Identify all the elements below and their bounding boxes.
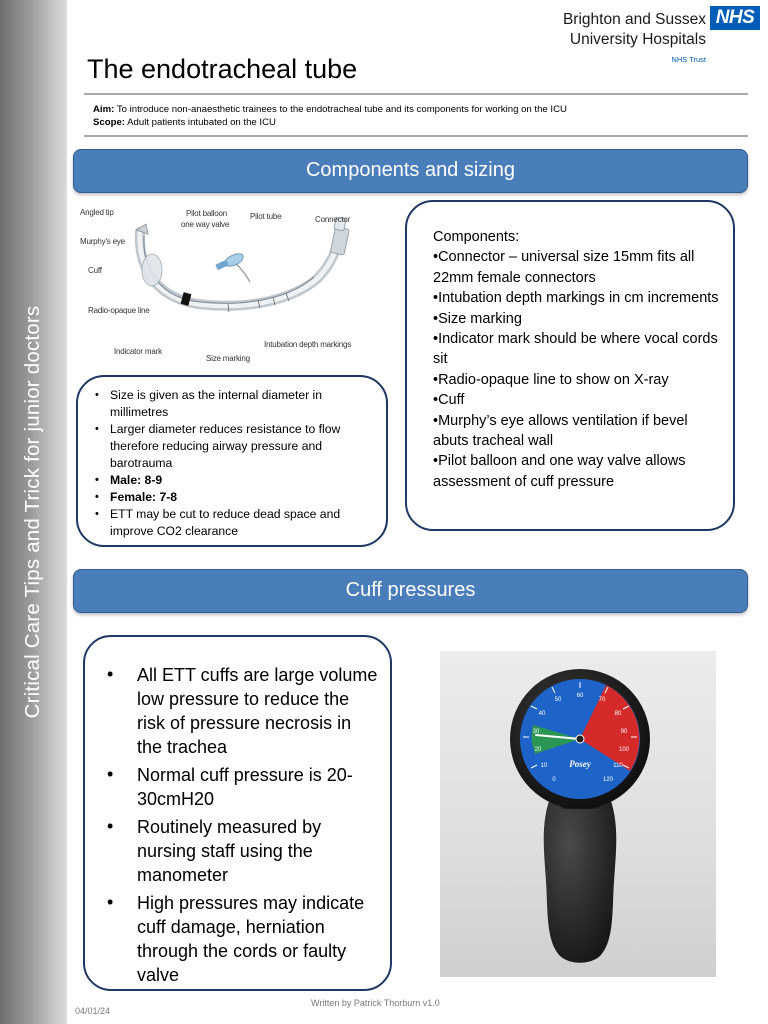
label-cuff: Cuff	[88, 266, 102, 275]
sizing-box	[76, 375, 388, 547]
dial-number-10: 10	[540, 763, 548, 769]
cuff-item: • High pressures may indicate cuff damage, herniation through the cords or faulty valve	[99, 891, 380, 987]
sizing-list	[88, 387, 374, 540]
label-size-marking: Size marking	[206, 354, 250, 363]
label-intubation-depth: Intubation depth markings	[264, 340, 352, 349]
label-radio-opaque: Radio-opaque line	[88, 306, 150, 315]
manometer-photo	[440, 651, 716, 977]
organisation-name	[563, 10, 706, 50]
manometer-brand: Posey	[569, 759, 591, 769]
component-item: •Murphy’s eye allows ventilation if bevel abuts tracheal wall	[433, 412, 688, 450]
component-item: •Cuff	[433, 392, 465, 409]
org-line-1: Brighton and Sussex	[562, 11, 706, 28]
manometer-illustration	[440, 651, 716, 977]
dial-number-40: 40	[538, 711, 546, 717]
connector-shape	[330, 227, 349, 255]
dial-number-100: 100	[618, 747, 630, 753]
sidebar-band	[0, 0, 67, 1024]
label-murphys-eye: Murphy's eye	[80, 237, 125, 246]
label-indicator-mark: Indicator mark	[114, 347, 162, 356]
divider-bottom	[84, 135, 748, 137]
label-pilot-balloon-1: Pilot balloon	[186, 209, 227, 218]
sidebar-title: Critical Care Tips and Trick for junior doctors	[21, 305, 44, 719]
component-item: •Radio-opaque line to show on X-ray	[433, 371, 669, 388]
footer-date: 04/01/24	[75, 1006, 111, 1016]
dial-number-110: 110	[613, 763, 623, 769]
manometer-handle	[544, 793, 617, 963]
cuff-pressures-box	[83, 635, 392, 991]
aim-label: Aim:	[93, 104, 115, 115]
cuff-item: • All ETT cuffs are large volume low pressure to reduce the risk of pressure necrosis in the trachea	[99, 663, 380, 759]
sizing-item-female: • Female: 7-8	[88, 489, 374, 506]
aim-scope	[93, 103, 567, 129]
label-pilot-balloon-2: one way valve	[181, 220, 230, 229]
cuff-item: • Normal cuff pressure is 20-30cmH20	[99, 763, 380, 811]
sizing-item: • Larger diameter reduces resistance to flow therefore reducing airway pressure and barotrauma	[88, 421, 374, 472]
nhs-trust-label: NHS Trust	[671, 55, 706, 64]
dial-number-20: 20	[534, 747, 542, 753]
dial-number-60: 60	[576, 693, 584, 699]
component-item: •Pilot balloon and one way valve allows assessment of cuff pressure	[433, 453, 686, 490]
component-item: •Intubation depth markings in cm increments	[433, 290, 719, 307]
cuff-list	[99, 663, 380, 987]
dial-number-70: 70	[598, 697, 606, 703]
components-box	[405, 200, 735, 531]
dial-number-90: 90	[620, 729, 628, 735]
scope-label: Scope:	[93, 117, 125, 128]
section-banner-components: Components and sizing	[73, 149, 748, 193]
dial-number-30: 30	[532, 729, 540, 735]
dial-number-50: 50	[554, 697, 562, 703]
ett-diagram	[78, 200, 368, 368]
label-connector: Connector	[315, 215, 351, 224]
sizing-item-male: • Male: 8-9	[88, 472, 374, 489]
label-angled-tip: Angled tip	[80, 208, 114, 217]
divider-top	[84, 93, 748, 95]
footer-author: Written by Patrick Thorburn v1.0	[311, 998, 440, 1008]
org-line-2: University Hospitals	[569, 31, 706, 48]
page-title: The endotracheal tube	[87, 54, 358, 84]
dial-number-80: 80	[614, 711, 622, 717]
dial-hub	[576, 735, 584, 743]
one-way-valve	[215, 260, 228, 271]
aim-text: To introduce non-anaesthetic trainees to the endotracheal tube and its components for working on the ICU	[114, 104, 567, 115]
sizing-item: • Size is given as the internal diameter in millimetres	[88, 387, 374, 421]
section-banner-cuff: Cuff pressures	[73, 569, 748, 613]
dial-number-0: 0	[552, 777, 556, 783]
dial-number-120: 120	[602, 777, 614, 783]
component-item: •Connector – universal size 15mm fits all 22mm female connectors	[433, 249, 695, 286]
component-item: •Size marking	[433, 310, 522, 327]
sizing-item: • ETT may be cut to reduce dead space and improve CO2 clearance	[88, 506, 374, 540]
tube-highlight	[140, 232, 340, 306]
components-heading: Components:	[433, 229, 520, 245]
component-item: •Indicator mark should be where vocal cords sit	[433, 331, 718, 368]
nhs-logo: NHS	[710, 6, 760, 30]
scope-text: Adult patients intubated on the ICU	[125, 117, 276, 128]
label-pilot-tube: Pilot tube	[250, 212, 282, 221]
cuff-item: • Routinely measured by nursing staff using the manometer	[99, 815, 380, 887]
cuff-shape	[142, 254, 162, 286]
